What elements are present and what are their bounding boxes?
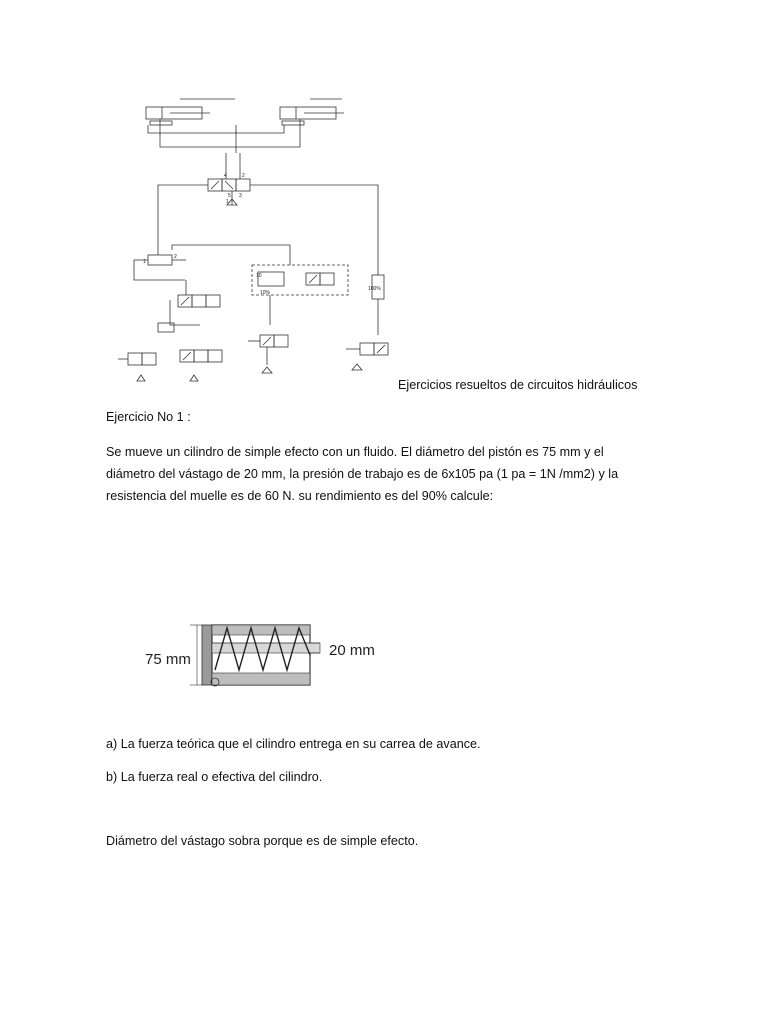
valve-5-icon bbox=[248, 335, 288, 347]
figure-caption: Ejercicios resueltos de circuitos hidráulicos bbox=[398, 378, 638, 392]
svg-text:4: 4 bbox=[224, 173, 227, 179]
circuit-diagram bbox=[110, 95, 410, 385]
rod-diameter-label: 20 mm bbox=[329, 642, 375, 659]
question-b: b) La fuerza real o efectiva del cilindro. bbox=[106, 770, 323, 784]
left-cylinder-icon bbox=[146, 99, 235, 125]
svg-text:2: 2 bbox=[242, 173, 245, 179]
statement-line: diámetro del vástago de 20 mm, la presión de trabajo es de 6x105 pa (1 pa = 1N /mm2) y la bbox=[106, 467, 619, 481]
svg-text:100%: 100% bbox=[368, 286, 381, 292]
svg-text:1: 1 bbox=[143, 259, 146, 265]
valve-6-icon bbox=[346, 343, 388, 355]
exercise-statement bbox=[106, 441, 618, 507]
svg-text:2: 2 bbox=[174, 254, 177, 260]
note-text: Diámetro del vástago sobra porque es de simple efecto. bbox=[106, 834, 419, 848]
piston-diameter-label: 75 mm bbox=[145, 651, 191, 668]
svg-text:5: 5 bbox=[228, 193, 231, 199]
cylinder-figure bbox=[135, 615, 395, 695]
svg-text:3: 3 bbox=[239, 193, 242, 199]
valve-3-icon bbox=[180, 350, 222, 362]
valve-4-icon bbox=[118, 353, 156, 365]
statement-line: resistencia del muelle es de 60 N. su rendimiento es del 90% calcule: bbox=[106, 489, 494, 503]
exercise-title: Ejercicio No 1 : bbox=[106, 410, 191, 424]
valve-2-icon bbox=[178, 295, 220, 307]
right-cylinder-icon bbox=[280, 99, 344, 125]
question-a: a) La fuerza teórica que el cilindro entrega en su carrea de avance. bbox=[106, 737, 481, 751]
svg-text:1: 1 bbox=[226, 199, 229, 205]
shuttle-valve-icon bbox=[134, 255, 186, 265]
svg-text:10%: 10% bbox=[260, 290, 271, 296]
svg-text:10: 10 bbox=[256, 273, 262, 279]
statement-line: Se mueve un cilindro de simple efecto con un fluido. El diámetro del pistón es 75 mm y el bbox=[106, 445, 604, 459]
main-valve-icon bbox=[208, 179, 250, 191]
